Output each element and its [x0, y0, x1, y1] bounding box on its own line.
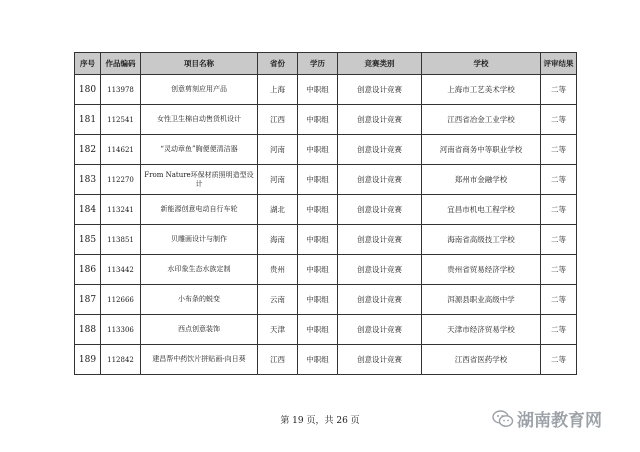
cell-prov: 天津 [258, 315, 298, 345]
cell-level: 中职组 [298, 315, 338, 345]
cell-cat: 创意设计竞赛 [338, 195, 422, 225]
cell-school: 江西省冶金工业学校 [422, 105, 541, 135]
cell-school: 郑州市金融学校 [422, 165, 541, 195]
header-school: 学校 [422, 53, 541, 75]
awards-table [74, 52, 577, 375]
cell-prov: 江西 [258, 345, 298, 375]
cell-code: 113241 [101, 195, 141, 225]
table-header [75, 53, 577, 75]
cell-prov: 江西 [258, 105, 298, 135]
cell-school: 天津市经济贸易学校 [422, 315, 541, 345]
cell-code: 113978 [101, 75, 141, 105]
cell-school: 洱源县职业高级中学 [422, 285, 541, 315]
cell-proj: 西点创意装饰 [141, 315, 258, 345]
watermark-text: 湖南教育网 [517, 411, 602, 431]
header-result: 评审结果 [541, 53, 577, 75]
cell-prov: 河南 [258, 165, 298, 195]
header-level: 学历 [298, 53, 338, 75]
table-row [75, 345, 577, 375]
cell-cat: 创意设计竞赛 [338, 315, 422, 345]
cell-seq: 180 [75, 75, 101, 105]
cell-prov: 云南 [258, 285, 298, 315]
cell-proj: 新能源创意电动自行车轮 [141, 195, 258, 225]
table-row [75, 75, 577, 105]
cell-result: 二等 [541, 105, 577, 135]
cell-code: 113442 [101, 255, 141, 285]
cell-proj: 创意剪刻应用产品 [141, 75, 258, 105]
cell-seq: 185 [75, 225, 101, 255]
watermark [492, 406, 602, 431]
cell-level: 中职组 [298, 345, 338, 375]
cell-proj: 建昌帮中药饮片拼贴画-向日葵 [141, 345, 258, 375]
cell-seq: 188 [75, 315, 101, 345]
header-seq: 序号 [75, 53, 101, 75]
table-row [75, 165, 577, 195]
cell-result: 二等 [541, 75, 577, 105]
cell-result: 二等 [541, 225, 577, 255]
cell-cat: 创意设计竞赛 [338, 105, 422, 135]
cell-proj: 水印象生态水族定制 [141, 255, 258, 285]
cell-proj: 贝雕画设计与制作 [141, 225, 258, 255]
cell-code: 113851 [101, 225, 141, 255]
cell-code: 112842 [101, 345, 141, 375]
cell-school: 宜昌市机电工程学校 [422, 195, 541, 225]
cell-result: 二等 [541, 315, 577, 345]
cell-code: 113306 [101, 315, 141, 345]
table-row [75, 255, 577, 285]
table-row [75, 105, 577, 135]
cell-cat: 创意设计竞赛 [338, 285, 422, 315]
cell-code: 114621 [101, 135, 141, 165]
cell-proj: “灵动章鱼”胸便便清洁器 [141, 135, 258, 165]
cell-prov: 海南 [258, 225, 298, 255]
cell-level: 中职组 [298, 105, 338, 135]
cell-result: 二等 [541, 285, 577, 315]
cell-seq: 186 [75, 255, 101, 285]
cell-cat: 创意设计竞赛 [338, 135, 422, 165]
cell-cat: 创意设计竞赛 [338, 255, 422, 285]
header-code: 作品编码 [101, 53, 141, 75]
cell-level: 中职组 [298, 165, 338, 195]
cell-prov: 湖北 [258, 195, 298, 225]
table-row [75, 195, 577, 225]
header-proj: 项目名称 [141, 53, 258, 75]
cell-level: 中职组 [298, 195, 338, 225]
cell-seq: 187 [75, 285, 101, 315]
cell-code: 112270 [101, 165, 141, 195]
cell-seq: 183 [75, 165, 101, 195]
table-row [75, 225, 577, 255]
cell-school: 河南省商务中等职业学校 [422, 135, 541, 165]
table-row [75, 285, 577, 315]
cell-result: 二等 [541, 165, 577, 195]
cell-result: 二等 [541, 255, 577, 285]
cell-level: 中职组 [298, 135, 338, 165]
cell-code: 112666 [101, 285, 141, 315]
table-row [75, 315, 577, 345]
cell-school: 贵州省贸易经济学校 [422, 255, 541, 285]
cell-proj: From Nature环保材质照明造型设计 [141, 165, 258, 195]
cell-proj: 小布条的蜕变 [141, 285, 258, 315]
cell-school: 海南省高级技工学校 [422, 225, 541, 255]
page-number: 第 19 页，共 26 页 [280, 416, 360, 426]
cell-seq: 181 [75, 105, 101, 135]
cell-level: 中职组 [298, 225, 338, 255]
cell-level: 中职组 [298, 285, 338, 315]
cell-result: 二等 [541, 345, 577, 375]
cell-seq: 182 [75, 135, 101, 165]
cell-seq: 189 [75, 345, 101, 375]
cell-seq: 184 [75, 195, 101, 225]
cell-cat: 创意设计竞赛 [338, 165, 422, 195]
header-prov: 省份 [258, 53, 298, 75]
wechat-logo-icon [492, 409, 514, 429]
cell-prov: 上海 [258, 75, 298, 105]
cell-level: 中职组 [298, 255, 338, 285]
cell-proj: 女性卫生棉自动售货机设计 [141, 105, 258, 135]
cell-cat: 创意设计竞赛 [338, 345, 422, 375]
cell-cat: 创意设计竞赛 [338, 225, 422, 255]
header-cat: 竞赛类别 [338, 53, 422, 75]
table-row [75, 135, 577, 165]
cell-prov: 河南 [258, 135, 298, 165]
cell-code: 112541 [101, 105, 141, 135]
cell-prov: 贵州 [258, 255, 298, 285]
table-body [75, 75, 577, 375]
cell-school: 江西省医药学校 [422, 345, 541, 375]
cell-result: 二等 [541, 195, 577, 225]
header-row [75, 53, 577, 75]
cell-cat: 创意设计竞赛 [338, 75, 422, 105]
cell-school: 上海市工艺美术学校 [422, 75, 541, 105]
cell-level: 中职组 [298, 75, 338, 105]
cell-result: 二等 [541, 135, 577, 165]
